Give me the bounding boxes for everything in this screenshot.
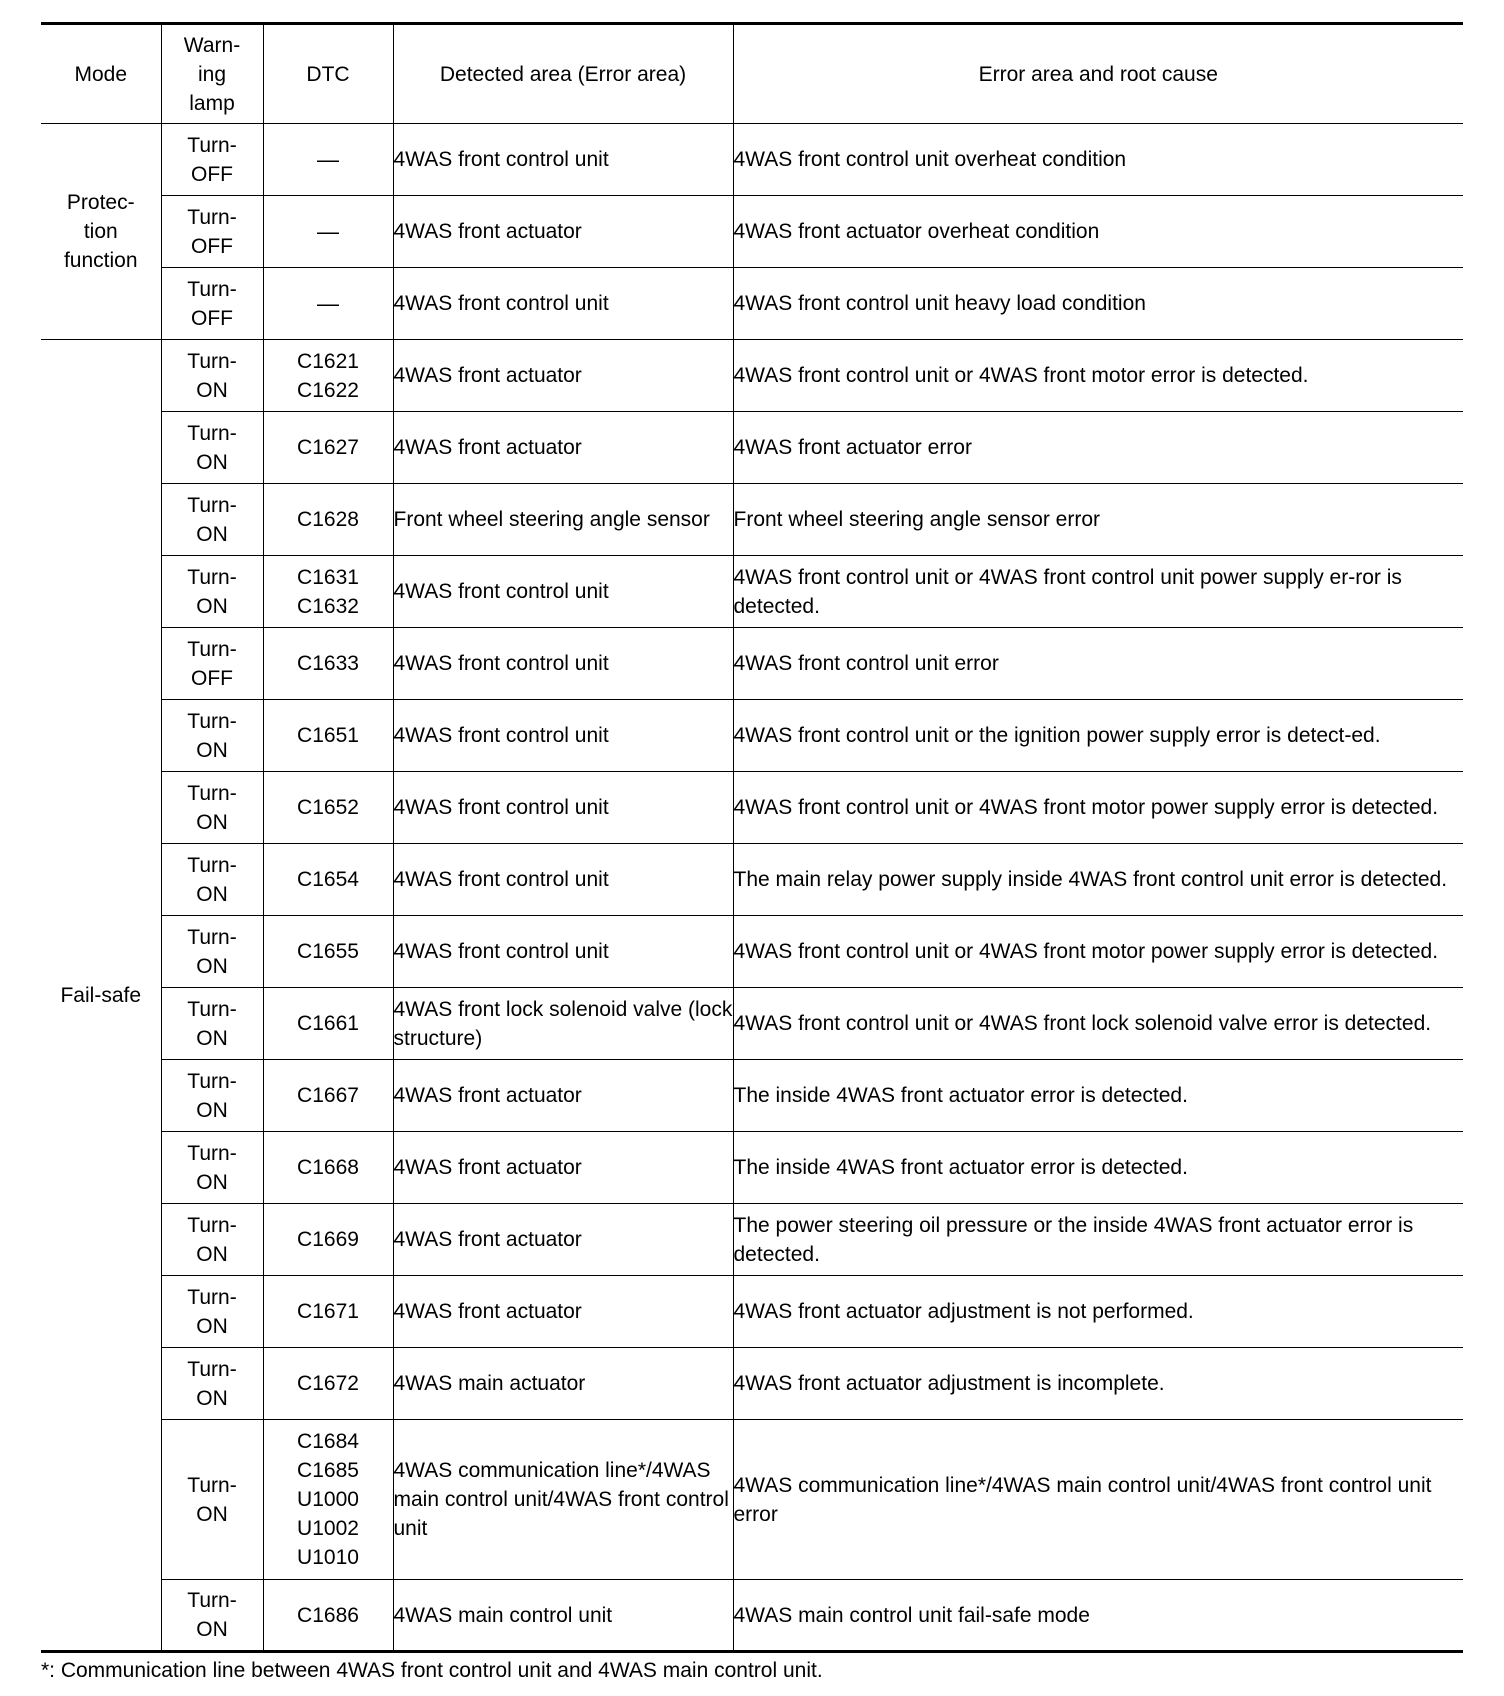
dtc-cell: C1654 — [263, 844, 393, 916]
warning-lamp-cell: Turn- ON — [161, 1348, 263, 1420]
detected-area-cell: 4WAS front actuator — [393, 1060, 733, 1132]
header-warning-lamp: Warn- ing lamp — [161, 24, 263, 124]
warning-lamp-cell: Turn- ON — [161, 844, 263, 916]
table-row — [41, 268, 1463, 340]
table-row — [41, 484, 1463, 556]
table-row — [41, 1204, 1463, 1276]
detected-area-cell: 4WAS front control unit — [393, 772, 733, 844]
root-cause-cell: The inside 4WAS front actuator error is detected. — [733, 1132, 1463, 1204]
header-dtc: DTC — [263, 24, 393, 124]
mode-cell: Fail-safe — [41, 340, 161, 1652]
table-row — [41, 1348, 1463, 1420]
header-detected-area: Detected area (Error area) — [393, 24, 733, 124]
root-cause-cell: 4WAS front control unit overheat condition — [733, 124, 1463, 196]
root-cause-cell: Front wheel steering angle sensor error — [733, 484, 1463, 556]
table-row — [41, 1132, 1463, 1204]
root-cause-cell: 4WAS front control unit error — [733, 628, 1463, 700]
dtc-cell: C1684 C1685 U1000 U1002 U1010 — [263, 1420, 393, 1580]
detected-area-cell: 4WAS front actuator — [393, 196, 733, 268]
root-cause-cell: 4WAS front actuator adjustment is not performed. — [733, 1276, 1463, 1348]
root-cause-cell: 4WAS front control unit heavy load condition — [733, 268, 1463, 340]
detected-area-cell: 4WAS front control unit — [393, 556, 733, 628]
dtc-table — [41, 22, 1463, 1653]
dtc-cell: C1621 C1622 — [263, 340, 393, 412]
table-row — [41, 1060, 1463, 1132]
header-root-cause: Error area and root cause — [733, 24, 1463, 124]
dtc-cell: C1671 — [263, 1276, 393, 1348]
detected-area-cell: 4WAS front control unit — [393, 268, 733, 340]
dtc-cell: C1686 — [263, 1580, 393, 1652]
warning-lamp-cell: Turn- ON — [161, 772, 263, 844]
root-cause-cell: 4WAS main control unit fail-safe mode — [733, 1580, 1463, 1652]
dtc-cell: C1672 — [263, 1348, 393, 1420]
root-cause-cell: The power steering oil pressure or the inside 4WAS front actuator error is detected. — [733, 1204, 1463, 1276]
warning-lamp-cell: Turn- ON — [161, 700, 263, 772]
root-cause-cell: The main relay power supply inside 4WAS front control unit error is detected. — [733, 844, 1463, 916]
dtc-cell: C1667 — [263, 1060, 393, 1132]
document-page — [41, 22, 1463, 1685]
warning-lamp-cell: Turn- ON — [161, 1132, 263, 1204]
root-cause-cell: The inside 4WAS front actuator error is detected. — [733, 1060, 1463, 1132]
detected-area-cell: 4WAS communication line*/4WAS main control unit/4WAS front control unit — [393, 1420, 733, 1580]
mode-cell: Protec- tion function — [41, 124, 161, 340]
dtc-cell: C1661 — [263, 988, 393, 1060]
warning-lamp-cell: Turn- OFF — [161, 628, 263, 700]
detected-area-cell: 4WAS front control unit — [393, 124, 733, 196]
table-body — [41, 124, 1463, 1652]
dtc-cell: C1651 — [263, 700, 393, 772]
table-row — [41, 196, 1463, 268]
warning-lamp-cell: Turn- ON — [161, 988, 263, 1060]
detected-area-cell: 4WAS front lock solenoid valve (lock structure) — [393, 988, 733, 1060]
detected-area-cell: 4WAS main actuator — [393, 1348, 733, 1420]
warning-lamp-cell: Turn- OFF — [161, 196, 263, 268]
table-row — [41, 1580, 1463, 1652]
dtc-cell: C1631 C1632 — [263, 556, 393, 628]
warning-lamp-cell: Turn- ON — [161, 1060, 263, 1132]
warning-lamp-cell: Turn- ON — [161, 412, 263, 484]
detected-area-cell: 4WAS main control unit — [393, 1580, 733, 1652]
root-cause-cell: 4WAS front control unit or 4WAS front motor error is detected. — [733, 340, 1463, 412]
root-cause-cell: 4WAS front actuator adjustment is incomplete. — [733, 1348, 1463, 1420]
detected-area-cell: 4WAS front actuator — [393, 412, 733, 484]
warning-lamp-cell: Turn- ON — [161, 1276, 263, 1348]
warning-lamp-cell: Turn- ON — [161, 916, 263, 988]
warning-lamp-cell: Turn- ON — [161, 484, 263, 556]
dtc-cell: C1652 — [263, 772, 393, 844]
warning-lamp-cell: Turn- ON — [161, 1580, 263, 1652]
dtc-cell: C1628 — [263, 484, 393, 556]
header-mode: Mode — [41, 24, 161, 124]
dtc-cell: C1627 — [263, 412, 393, 484]
table-row — [41, 412, 1463, 484]
dtc-cell: C1669 — [263, 1204, 393, 1276]
dtc-cell: C1668 — [263, 1132, 393, 1204]
root-cause-cell: 4WAS front control unit or 4WAS front motor power supply error is detected. — [733, 916, 1463, 988]
dtc-cell: — — [263, 268, 393, 340]
warning-lamp-cell: Turn- ON — [161, 340, 263, 412]
warning-lamp-cell: Turn- OFF — [161, 268, 263, 340]
table-row — [41, 916, 1463, 988]
root-cause-cell: 4WAS front control unit or the ignition power supply error is detect-ed. — [733, 700, 1463, 772]
root-cause-cell: 4WAS front actuator overheat condition — [733, 196, 1463, 268]
root-cause-cell: 4WAS front control unit or 4WAS front lock solenoid valve error is detected. — [733, 988, 1463, 1060]
warning-lamp-cell: Turn- ON — [161, 1204, 263, 1276]
warning-lamp-cell: Turn- OFF — [161, 124, 263, 196]
table-header-row — [41, 24, 1463, 124]
footnote: *: Communication line between 4WAS front control unit and 4WAS main control unit. — [41, 1659, 823, 1682]
dtc-cell: — — [263, 196, 393, 268]
dtc-cell: C1633 — [263, 628, 393, 700]
detected-area-cell: 4WAS front actuator — [393, 1276, 733, 1348]
table-row — [41, 1420, 1463, 1580]
detected-area-cell: 4WAS front control unit — [393, 916, 733, 988]
warning-lamp-cell: Turn- ON — [161, 1420, 263, 1580]
table-row — [41, 556, 1463, 628]
detected-area-cell: 4WAS front control unit — [393, 844, 733, 916]
table-row — [41, 124, 1463, 196]
table-row — [41, 844, 1463, 916]
detected-area-cell: 4WAS front actuator — [393, 1204, 733, 1276]
table-row — [41, 988, 1463, 1060]
detected-area-cell: 4WAS front actuator — [393, 340, 733, 412]
dtc-cell: C1655 — [263, 916, 393, 988]
table-row — [41, 628, 1463, 700]
root-cause-cell: 4WAS front actuator error — [733, 412, 1463, 484]
root-cause-cell: 4WAS front control unit or 4WAS front motor power supply error is detected. — [733, 772, 1463, 844]
table-row — [41, 772, 1463, 844]
detected-area-cell: 4WAS front control unit — [393, 700, 733, 772]
detected-area-cell: 4WAS front control unit — [393, 628, 733, 700]
root-cause-cell: 4WAS front control unit or 4WAS front control unit power supply er-ror is detected. — [733, 556, 1463, 628]
table-row — [41, 1276, 1463, 1348]
dtc-cell: — — [263, 124, 393, 196]
detected-area-cell: Front wheel steering angle sensor — [393, 484, 733, 556]
warning-lamp-cell: Turn- ON — [161, 556, 263, 628]
root-cause-cell: 4WAS communication line*/4WAS main control unit/4WAS front control unit error — [733, 1420, 1463, 1580]
table-row — [41, 700, 1463, 772]
table-row — [41, 340, 1463, 412]
detected-area-cell: 4WAS front actuator — [393, 1132, 733, 1204]
